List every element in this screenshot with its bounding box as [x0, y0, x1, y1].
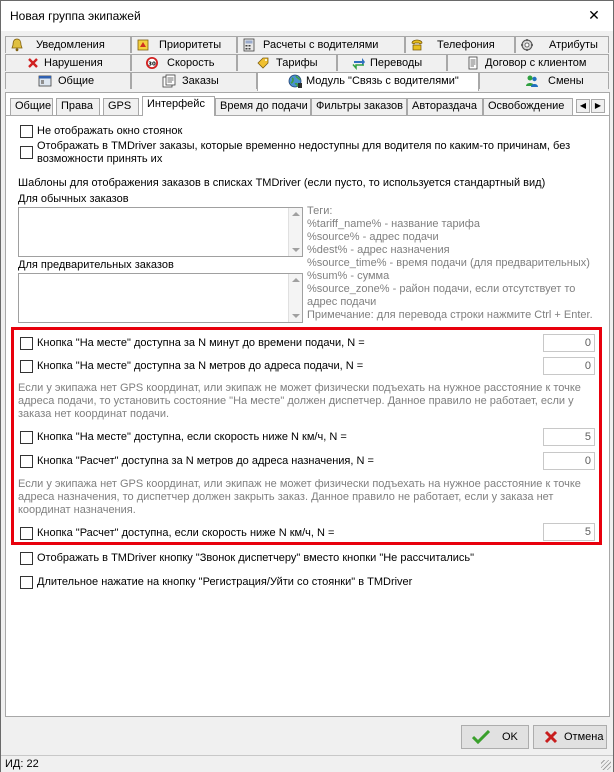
tags-line: %source% - адрес подачи	[307, 231, 439, 243]
tab-row-1	[5, 36, 610, 53]
show-unavailable-checkbox[interactable]	[20, 146, 33, 159]
cancel-x-icon	[544, 730, 558, 744]
tab-priorities[interactable]	[131, 36, 237, 53]
arrival-note-line: Если у экипажа нет GPS координат, или экипаж не может физически подъехать на нужное расстояние к точке	[18, 382, 581, 394]
tab-label: Приоритеты	[159, 39, 222, 51]
tab-driver-module[interactable]	[257, 72, 479, 91]
cancel-button-label: Отмена	[564, 731, 604, 743]
cancel-button[interactable]	[533, 725, 607, 749]
memo-scrollbar[interactable]	[288, 208, 302, 256]
subtab-general[interactable]	[10, 98, 53, 115]
arrival-note-line: заказа нет координат подачи.	[18, 408, 170, 420]
tab-row-2	[5, 54, 610, 71]
settlement-note-line: Если у экипажа нет GPS координат, или экипаж не может физически подъехать на нужное расстояние к точке	[18, 478, 581, 490]
globe-icon	[288, 74, 302, 88]
tags-line: %source_time% - время подачи (для предварительных)	[307, 257, 590, 269]
check-icon	[472, 730, 490, 744]
arrival-meters-label: Кнопка "На месте" доступна за N метров до адреса подачи, N =	[37, 360, 364, 372]
hide-parking-label: Не отображать окно стоянок	[37, 125, 183, 137]
tab-notifications[interactable]	[5, 36, 131, 53]
calculator-icon	[242, 38, 256, 52]
subtab-auto-distribution[interactable]	[407, 98, 483, 115]
subtab-label: Общие	[15, 100, 52, 112]
button-bar	[1, 717, 613, 755]
orders-icon	[162, 74, 176, 88]
subtab-label: Освобождение	[488, 100, 565, 112]
call-dispatcher-checkbox[interactable]	[20, 552, 33, 565]
violation-icon	[26, 56, 40, 70]
tab-label: Телефония	[437, 39, 495, 51]
status-id: ИД: 22	[5, 758, 39, 770]
arrival-speed-label: Кнопка "На месте" доступна, если скорость ниже N км/ч, N =	[37, 431, 347, 443]
arrival-minutes-input[interactable]: 0	[543, 334, 595, 352]
tab-label: Переводы	[370, 57, 423, 69]
subtab-label: GPS	[108, 100, 132, 112]
highlight-frame	[11, 327, 602, 545]
subtab-interface[interactable]	[142, 96, 215, 116]
show-unavailable-label-line2: возможности принять их	[37, 153, 163, 165]
subtab-divider	[6, 115, 609, 116]
tab-general[interactable]	[5, 72, 131, 89]
long-press-label: Длительное нажатие на кнопку "Регистрация/Уйти со стоянки" в TMDriver	[37, 576, 413, 588]
tab-transfers[interactable]	[337, 54, 447, 71]
subtab-gps[interactable]	[103, 98, 139, 115]
prelim-template-input[interactable]	[18, 273, 303, 323]
settlement-speed-label: Кнопка "Расчет" доступна, если скорость ниже N км/ч, N =	[37, 527, 335, 539]
prelim-orders-label: Для предварительных заказов	[18, 259, 174, 271]
tab-label: Тарифы	[276, 57, 318, 69]
transfer-icon	[352, 56, 366, 70]
long-press-checkbox[interactable]	[20, 576, 33, 589]
settlement-meters-label: Кнопка "Расчет" доступна за N метров до адреса назначения, N =	[37, 455, 374, 467]
general-icon	[38, 74, 52, 88]
arrival-minutes-label: Кнопка "На месте" доступна за N минут до времени подачи, N =	[37, 337, 365, 349]
svg-text:30: 30	[148, 61, 156, 68]
window-title: Новая группа экипажей	[10, 9, 141, 23]
settlement-note-line: адреса назначения, то диспетчер должен закрыть заказ. Данное правило не работает, если у заказа нет	[18, 491, 554, 503]
tags-note: Примечание: для перевода строки нажмите Ctrl + Enter.	[307, 309, 593, 321]
status-bar	[1, 755, 613, 772]
title-bar	[1, 1, 613, 31]
tab-label: Скорость	[167, 57, 215, 69]
priority-icon	[136, 38, 150, 52]
tags-line: %sum% - сумма	[307, 270, 390, 282]
tags-line: %tariff_name% - название тарифа	[307, 218, 480, 230]
tab-label: Модуль "Связь с водителями"	[306, 75, 459, 87]
subtab-label: Интерфейс	[147, 98, 205, 110]
tags-line: адрес подачи	[307, 296, 377, 308]
subtab-label: Время до подачи	[220, 100, 308, 112]
memo-scrollbar[interactable]	[288, 274, 302, 322]
contract-icon	[466, 56, 480, 70]
tab-label: Смены	[548, 75, 584, 87]
tab-label: Договор с клиентом	[485, 57, 587, 69]
tab-driver-settlements[interactable]	[237, 36, 405, 53]
ok-button-label: OK	[502, 731, 518, 743]
tab-violations[interactable]	[5, 54, 131, 71]
call-dispatcher-label: Отображать в TMDriver кнопку "Звонок диспетчеру" вместо кнопки "Не рассчитались"	[37, 552, 475, 564]
tab-shifts[interactable]	[479, 72, 609, 89]
tab-tariffs[interactable]	[237, 54, 337, 71]
attributes-icon	[520, 38, 534, 52]
tab-telephony[interactable]	[405, 36, 515, 53]
settlement-meters-input[interactable]: 0	[543, 452, 595, 470]
phone-icon	[410, 38, 424, 52]
settlement-speed-input[interactable]: 5	[543, 523, 595, 541]
subtab-time-to-pickup[interactable]	[215, 98, 311, 115]
tags-line: %source_zone% - район подачи, если отсутствует то	[307, 283, 576, 295]
subtab-scroll-right[interactable]: ▶	[591, 99, 605, 113]
tab-label: Расчеты с водителями	[263, 39, 379, 51]
tab-client-contract[interactable]	[447, 54, 609, 71]
shifts-icon	[525, 74, 539, 88]
bell-icon	[10, 38, 24, 52]
subtab-label: Права	[61, 100, 93, 112]
subtab-label: Автораздача	[412, 100, 478, 112]
tab-label: Атрибуты	[549, 39, 598, 51]
tab-label: Заказы	[182, 75, 219, 87]
tab-orders[interactable]	[131, 72, 257, 89]
subtab-rights[interactable]	[56, 98, 100, 115]
arrival-speed-input[interactable]: 5	[543, 428, 595, 446]
subtab-release[interactable]	[483, 98, 573, 115]
close-button[interactable]: ✕	[588, 7, 600, 23]
show-unavailable-label-line1: Отображать в TMDriver заказы, которые временно недоступны для водителя по каким-то причинам, без	[37, 140, 571, 152]
tags-line: Теги:	[307, 205, 333, 217]
tab-attributes[interactable]	[515, 36, 609, 53]
settlement-note-line: координат назначения.	[18, 504, 136, 516]
tab-speed[interactable]	[131, 54, 237, 71]
templates-heading: Шаблоны для отображения заказов в списках TMDriver (если пусто, то используется стандартный вид)	[18, 177, 546, 189]
regular-orders-label: Для обычных заказов	[18, 193, 129, 205]
subtab-strip	[10, 96, 606, 116]
resize-grip[interactable]	[601, 760, 611, 770]
arrival-note-line: адреса подачи, то установить состояние "На месте" должен диспетчер. Данное правило не работает, если у	[18, 395, 574, 407]
regular-template-input[interactable]	[18, 207, 303, 257]
tab-row-3	[5, 72, 610, 89]
tab-label: Уведомления	[36, 39, 105, 51]
tab-label: Общие	[58, 75, 95, 87]
arrival-meters-input[interactable]: 0	[543, 357, 595, 375]
subtab-scroll-left[interactable]: ◀	[576, 99, 590, 113]
ok-button[interactable]	[461, 725, 529, 749]
subtab-order-filters[interactable]	[311, 98, 407, 115]
tags-line: %dest% - адрес назначения	[307, 244, 450, 256]
tariff-icon	[256, 56, 270, 70]
hide-parking-checkbox[interactable]	[20, 125, 33, 138]
speed-icon	[145, 56, 159, 70]
tab-label: Нарушения	[44, 57, 103, 69]
subtab-label: Фильтры заказов	[316, 100, 404, 112]
